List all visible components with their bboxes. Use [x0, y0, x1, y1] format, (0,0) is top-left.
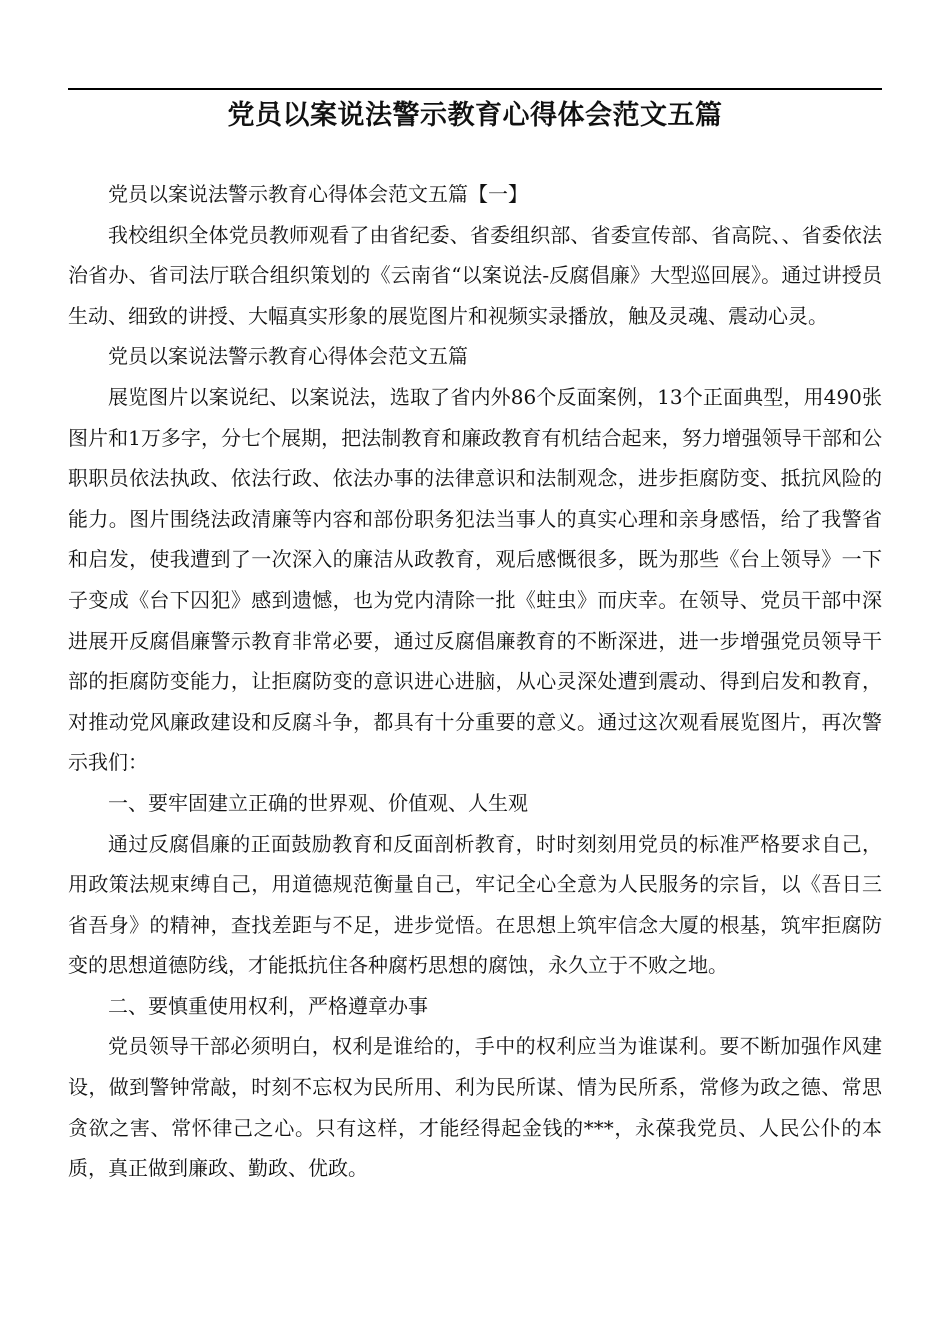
- section-heading-2: 二、要慎重使用权利，严格遵章办事: [108, 993, 428, 1018]
- document-title: 党员以案说法警示教育心得体会范文五篇: [227, 100, 723, 131]
- section-heading-1: 一、要牢固建立正确的世界观、价值观、人生观: [108, 790, 528, 815]
- paragraph-section-2: 党员领导干部必须明白，权利是谁给的，手中的权利应当为谁谋利。要不断加强作风建设，做到警钟常敲，时刻不忘权为民所用、利为民所谋、情为民所系，常修为政之德、常思贪欲之害、常怀律己之心。只有这样，才能经得起金钱的***，永葆我党员、人民公仆的本质，真正做到廉政、勤政、优政。: [68, 1034, 882, 1181]
- paragraph-section-1: 通过反腐倡廉的正面鼓励教育和反面剖析教育，时时刻刻用党员的标准严格要求自己，用政策法规束缚自己，用道德规范衡量自己，牢记全心全意为人民服务的宗旨，以《吾日三省吾身》的精神，查找差距与不足，进步觉悟。在思想上筑牢信念大厦的根基，筑牢拒腐防变的思想道德防线，才能抵抗住各种腐朽思想的腐蚀，永久立于不败之地。: [68, 831, 882, 978]
- paragraph-intro: 我校组织全体党员教师观看了由省纪委、省委组织部、省委宣传部、省高院、、省委依法治省办、省司法厅联合组织策划的《云南省“以案说法-反腐倡廉》大型巡回展》。通过讲授员生动、细致的讲授、大幅真实形象的展览图片和视频实录播放，触及灵魂、震动心灵。: [68, 222, 882, 328]
- paragraph-subtitle-1: 党员以案说法警示教育心得体会范文五篇【一】: [108, 182, 528, 206]
- paragraph-subtitle-2: 党员以案说法警示教育心得体会范文五篇: [108, 344, 468, 369]
- document-body: [68, 174, 882, 1189]
- paragraph-exhibition: 展览图片以案说纪、以案说法，选取了省内外86个反面案例，13个正面典型，用490张图片和1万多字，分七个展期，把法制教育和廉政教育有机结合起来，努力增强领导干部和公职职员依法执政、依法行政、依法办事的法律意识和法制观念，进步拒腐防变、抵抗风险的能力。图片围绕法政清廉等内容和部份职务犯法当事人的真实心理和亲身感悟，给了我警省和启发，使我遭到了一次深入的廉洁从政教育，观后感慨很多，既为那些《台上领导》一下子变成《台下囚犯》感到遗憾，也为党内清除一批《蛀虫》而庆幸。在领导、党员干部中深进展开反腐倡廉警示教育非常必要，通过反腐倡廉教育的不断深进，进一步增强党员领导干部的拒腐防变能力，让拒腐防变的意识进心进脑，从心灵深处遭到震动、得到启发和教育，对推动党风廉政建设和反腐斗争，都具有十分重要的意义。通过这次观看展览图片，再次警示我们：: [68, 384, 882, 775]
- header-rule: [68, 88, 882, 90]
